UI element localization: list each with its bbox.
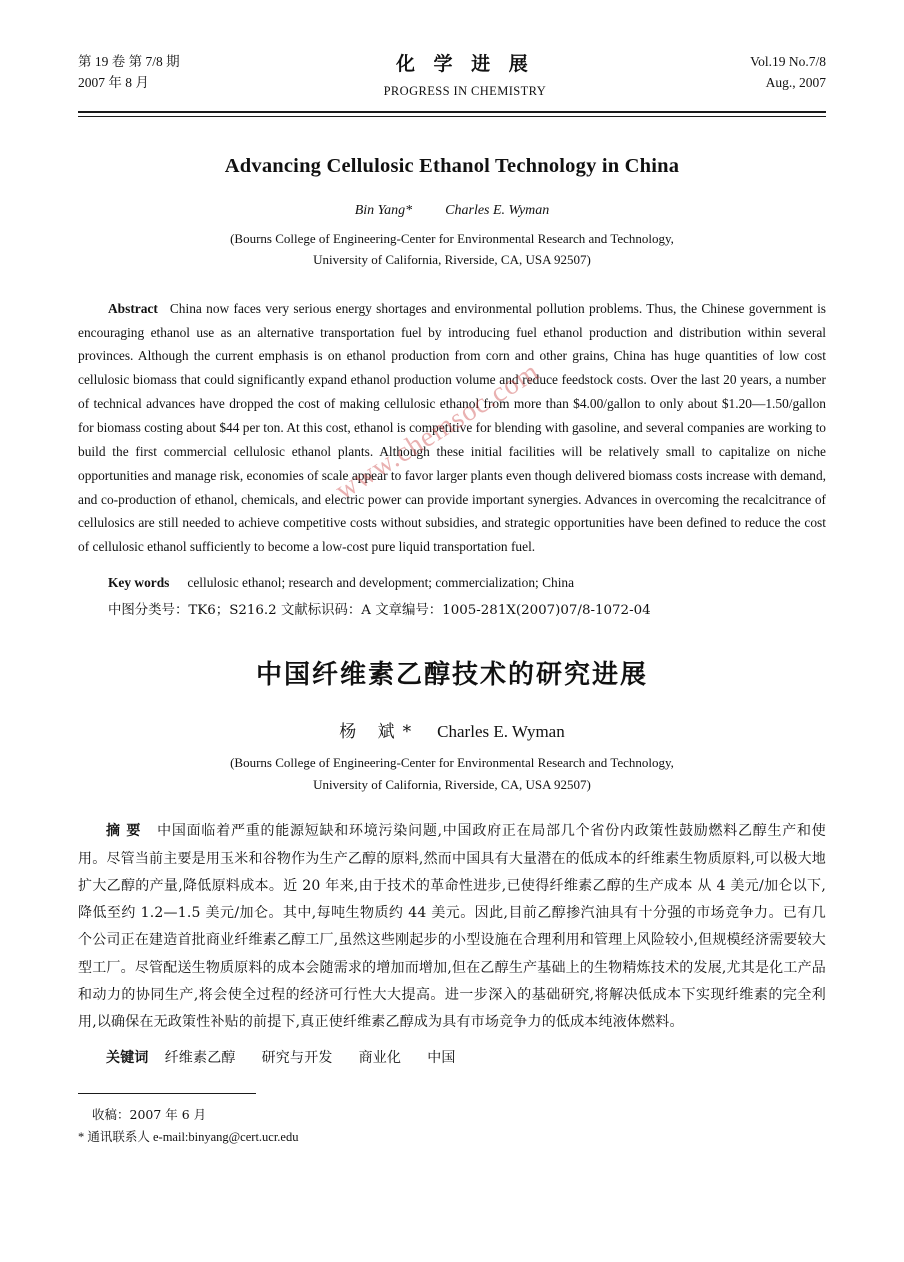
author-name-2: Charles E. Wyman <box>445 202 550 218</box>
abstract-label-cn: 摘 要 <box>106 823 142 840</box>
journal-name-en: PROGRESS IN CHEMISTRY <box>383 84 547 99</box>
keywords-en <box>78 571 826 595</box>
masthead-right <box>750 52 826 94</box>
author-name-cn: 杨 斌* <box>339 722 420 743</box>
article-title-cn: 中国纤维素乙醇技术的研究进展 <box>255 660 648 691</box>
affiliation-en-line2: University of California, Riverside, CA, USA 92507) <box>313 252 591 268</box>
masthead <box>78 52 826 102</box>
masthead-left <box>78 52 180 94</box>
corresponding-author-note: * 通讯联系人 e-mail:binyang@cert.ucr.edu <box>78 1130 299 1145</box>
keywords-label-cn: 关键词 <box>106 1049 149 1066</box>
author-name-cn-2: Charles E. Wyman <box>437 722 565 742</box>
volume-number-en: Vol.19 No.7/8 <box>750 54 826 69</box>
keyword-cn-3: 商业化 <box>358 1049 402 1066</box>
clc-codes: 中图分类号：TK6；S216.2 文献标识码：A 文章编号：1005-281X(2007)07/8-1072-04 <box>108 603 651 619</box>
affiliation-en-line1: (Bourns College of Engineering-Center for Environmental Research and Technology, <box>230 230 674 246</box>
footnote-divider <box>78 1093 256 1094</box>
affiliation-cn <box>78 752 826 796</box>
keyword-cn-4: 中国 <box>427 1049 456 1066</box>
affiliation-en <box>78 228 826 271</box>
volume-issue: 第 19 卷 第 7/8 期 <box>78 54 180 69</box>
received-date: 收稿：2007 年 6 月 <box>92 1106 207 1122</box>
author-list-en <box>78 203 826 219</box>
keywords-label-en: Key words <box>108 575 170 591</box>
issue-date-en: Aug., 2007 <box>765 74 826 90</box>
abstract-text-en: China now faces very serious energy shortages and environmental pollution problems. Thus, the Chinese government is encouraging ethanol use as an alternative transportation fuel by introducing fuel ethanol production and distribution within several provinces. Although the current emphasis is on ethanol production from corn and other grains, China has huge quantities of low cost cellulosic biomass that could significantly expand ethanol production volume and reduce feedstock costs. Over the last 20 years, a number of technical advances have dropped the cost of making cellulosic ethanol from more than $4.00/gallon to only about $1.20—1.50/gallon for biomass costing about $44 per ton. At this cost, ethanol is competitive for blending with gasoline, and several companies are working to build the first commercial cellulosic ethanol plants. Although these initial facilities will be relatively small to capitalize on niche opportunities and manage risk, economies of scale appear to favor larger plants even though delivered biomass costs increase with demand, and co-production of ethanol, chemicals, and electric power can provide important synergies. Advances in overcoming the recalcitrance of cellulosics are still needed to achieve competitive costs without subsidies, and strategic opportunities have been defined to reduce the cost of cellulosic ethanol sufficiently to become a low-cost pure liquid transportation fuel. <box>78 300 826 555</box>
abstract-cn <box>78 818 826 1036</box>
keywords-text-en: cellulosic ethanol; research and development; commercialization; China <box>187 575 575 591</box>
author-name-1: Bin Yang* <box>354 202 413 218</box>
journal-name-cn: 化 学 进 展 <box>395 53 534 75</box>
header-divider <box>78 111 826 117</box>
footnote-block <box>78 1103 826 1151</box>
abstract-en <box>78 297 826 559</box>
keyword-cn-2: 研究与开发 <box>261 1049 333 1066</box>
keywords-cn <box>106 1047 826 1067</box>
watermark: www.chemsoc.com <box>330 355 545 507</box>
affiliation-cn-line2: University of California, Riverside, CA, USA 92507) <box>313 777 591 793</box>
article-title-en: Advancing Cellulosic Ethanol Technology in China <box>224 154 680 177</box>
keyword-cn-1: 纤维素乙醇 <box>164 1049 236 1066</box>
affiliation-cn-line1: (Bourns College of Engineering-Center for Environmental Research and Technology, <box>230 755 674 771</box>
issue-date-cn: 2007 年 8 月 <box>78 74 149 90</box>
abstract-label-en: Abstract <box>108 300 158 316</box>
author-list-cn <box>78 717 826 742</box>
abstract-text-cn: 中国面临着严重的能源短缺和环境污染问题,中国政府正在局部几个省份内政策性鼓励燃料乙醇生产和使用。尽管当前主要是用玉米和谷物作为生产乙醇的原料,然而中国具有大量潜在的低成本的纤维素生物质原料,可以极大地扩大乙醇的产量,降低原料成本。近 20 年来,由于技术的革命性进步,已使得纤维素乙醇的生产成本 从 4 美元/加仑以下,降低至约 1.2—1.5 美元/加仑。其中,每吨生物质约 44 美元。因此,目前乙醇掺汽油具有十分强的市场竞争力。已有几个公司正在建造首批商业纤维素乙醇工厂,虽然这些刚起步的小型设施在合理利用和管理上风险较小,但规模经济需要较大型工厂。尽管配送生物质原料的成本会随需求的增加而增加,但在乙醇生产基础上的生物精炼技术的发展,尤其是化工产品和动力的协同生产,将会使全过程的经济可行性大大提高。进一步深入的基础研究,将解决低成本下实现纤维素的完全利用,以确保在无政策性补贴的前提下,真正使纤维素乙醇成为具有市场竞争力的低成本纯液体燃料。 <box>78 823 826 1031</box>
masthead-center <box>180 50 750 102</box>
